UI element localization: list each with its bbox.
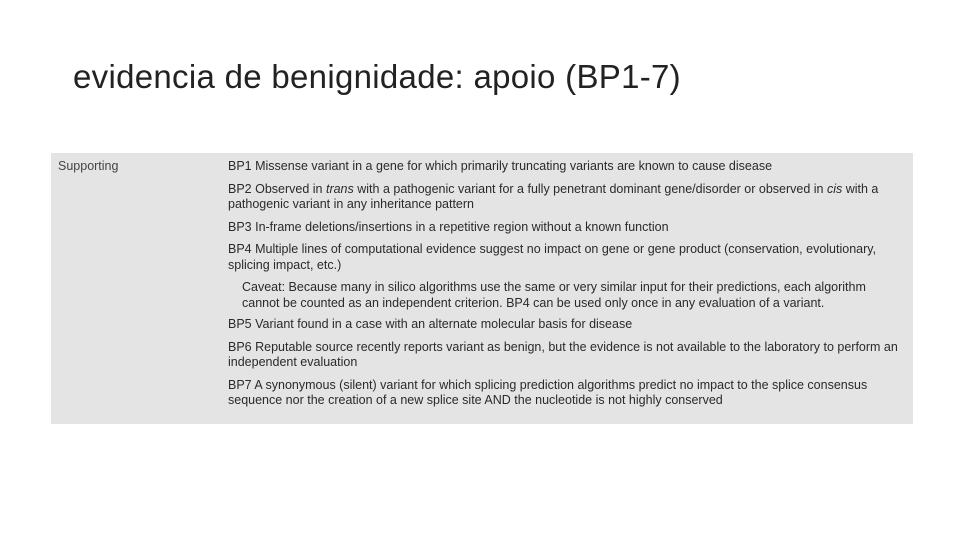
slide-title: evidencia de benignidade: apoio (BP1-7) (73, 58, 681, 95)
category-label: Supporting (58, 159, 119, 173)
criterion-bp3: BP3 In-frame deletions/insertions in a repetitive region without a known function (228, 219, 669, 234)
criterion-bp7: BP7 A synonymous (silent) variant for which splicing prediction algorithms predict no impact to the splice consensus sequence nor the creation of a new splice site AND the nucleotide is not highly conserved (228, 377, 868, 407)
criterion-bp6: BP6 Reputable source recently reports variant as benign, but the evidence is not available to the laboratory to perform an independent evaluation (228, 339, 898, 369)
criterion-bp2-cis: cis (826, 181, 843, 196)
criterion-bp2 (228, 182, 900, 213)
criterion-bp4-caveat: Caveat: Because many in silico algorithms use the same or very similar input for their predictions, each algorithm cannot be counted as an independent criterion. BP4 can be used only once in any evaluation of a variant. (242, 280, 866, 310)
criterion-bp1: BP1 Missense variant in a gene for which primarily truncating variants are known to cause disease (228, 159, 773, 173)
criterion-bp2-text-2: with a pathogenic variant for a fully penetrant dominant gene/disorder or observed in (353, 181, 827, 196)
criterion-bp2-text-3: with a pathogenic variant in any inheritance pattern (228, 181, 879, 211)
criterion-bp2-trans: trans (325, 181, 354, 196)
criteria-list (228, 159, 900, 416)
criteria-table (51, 153, 913, 424)
criterion-bp5: BP5 Variant found in a case with an alternate molecular basis for disease (228, 317, 633, 331)
criterion-bp2-text-1: BP2 Observed in (228, 181, 326, 196)
criterion-bp4: BP4 Multiple lines of computational evidence suggest no impact on gene or gene product (conservation, evolutionary, splicing impact, etc.) (228, 242, 877, 272)
